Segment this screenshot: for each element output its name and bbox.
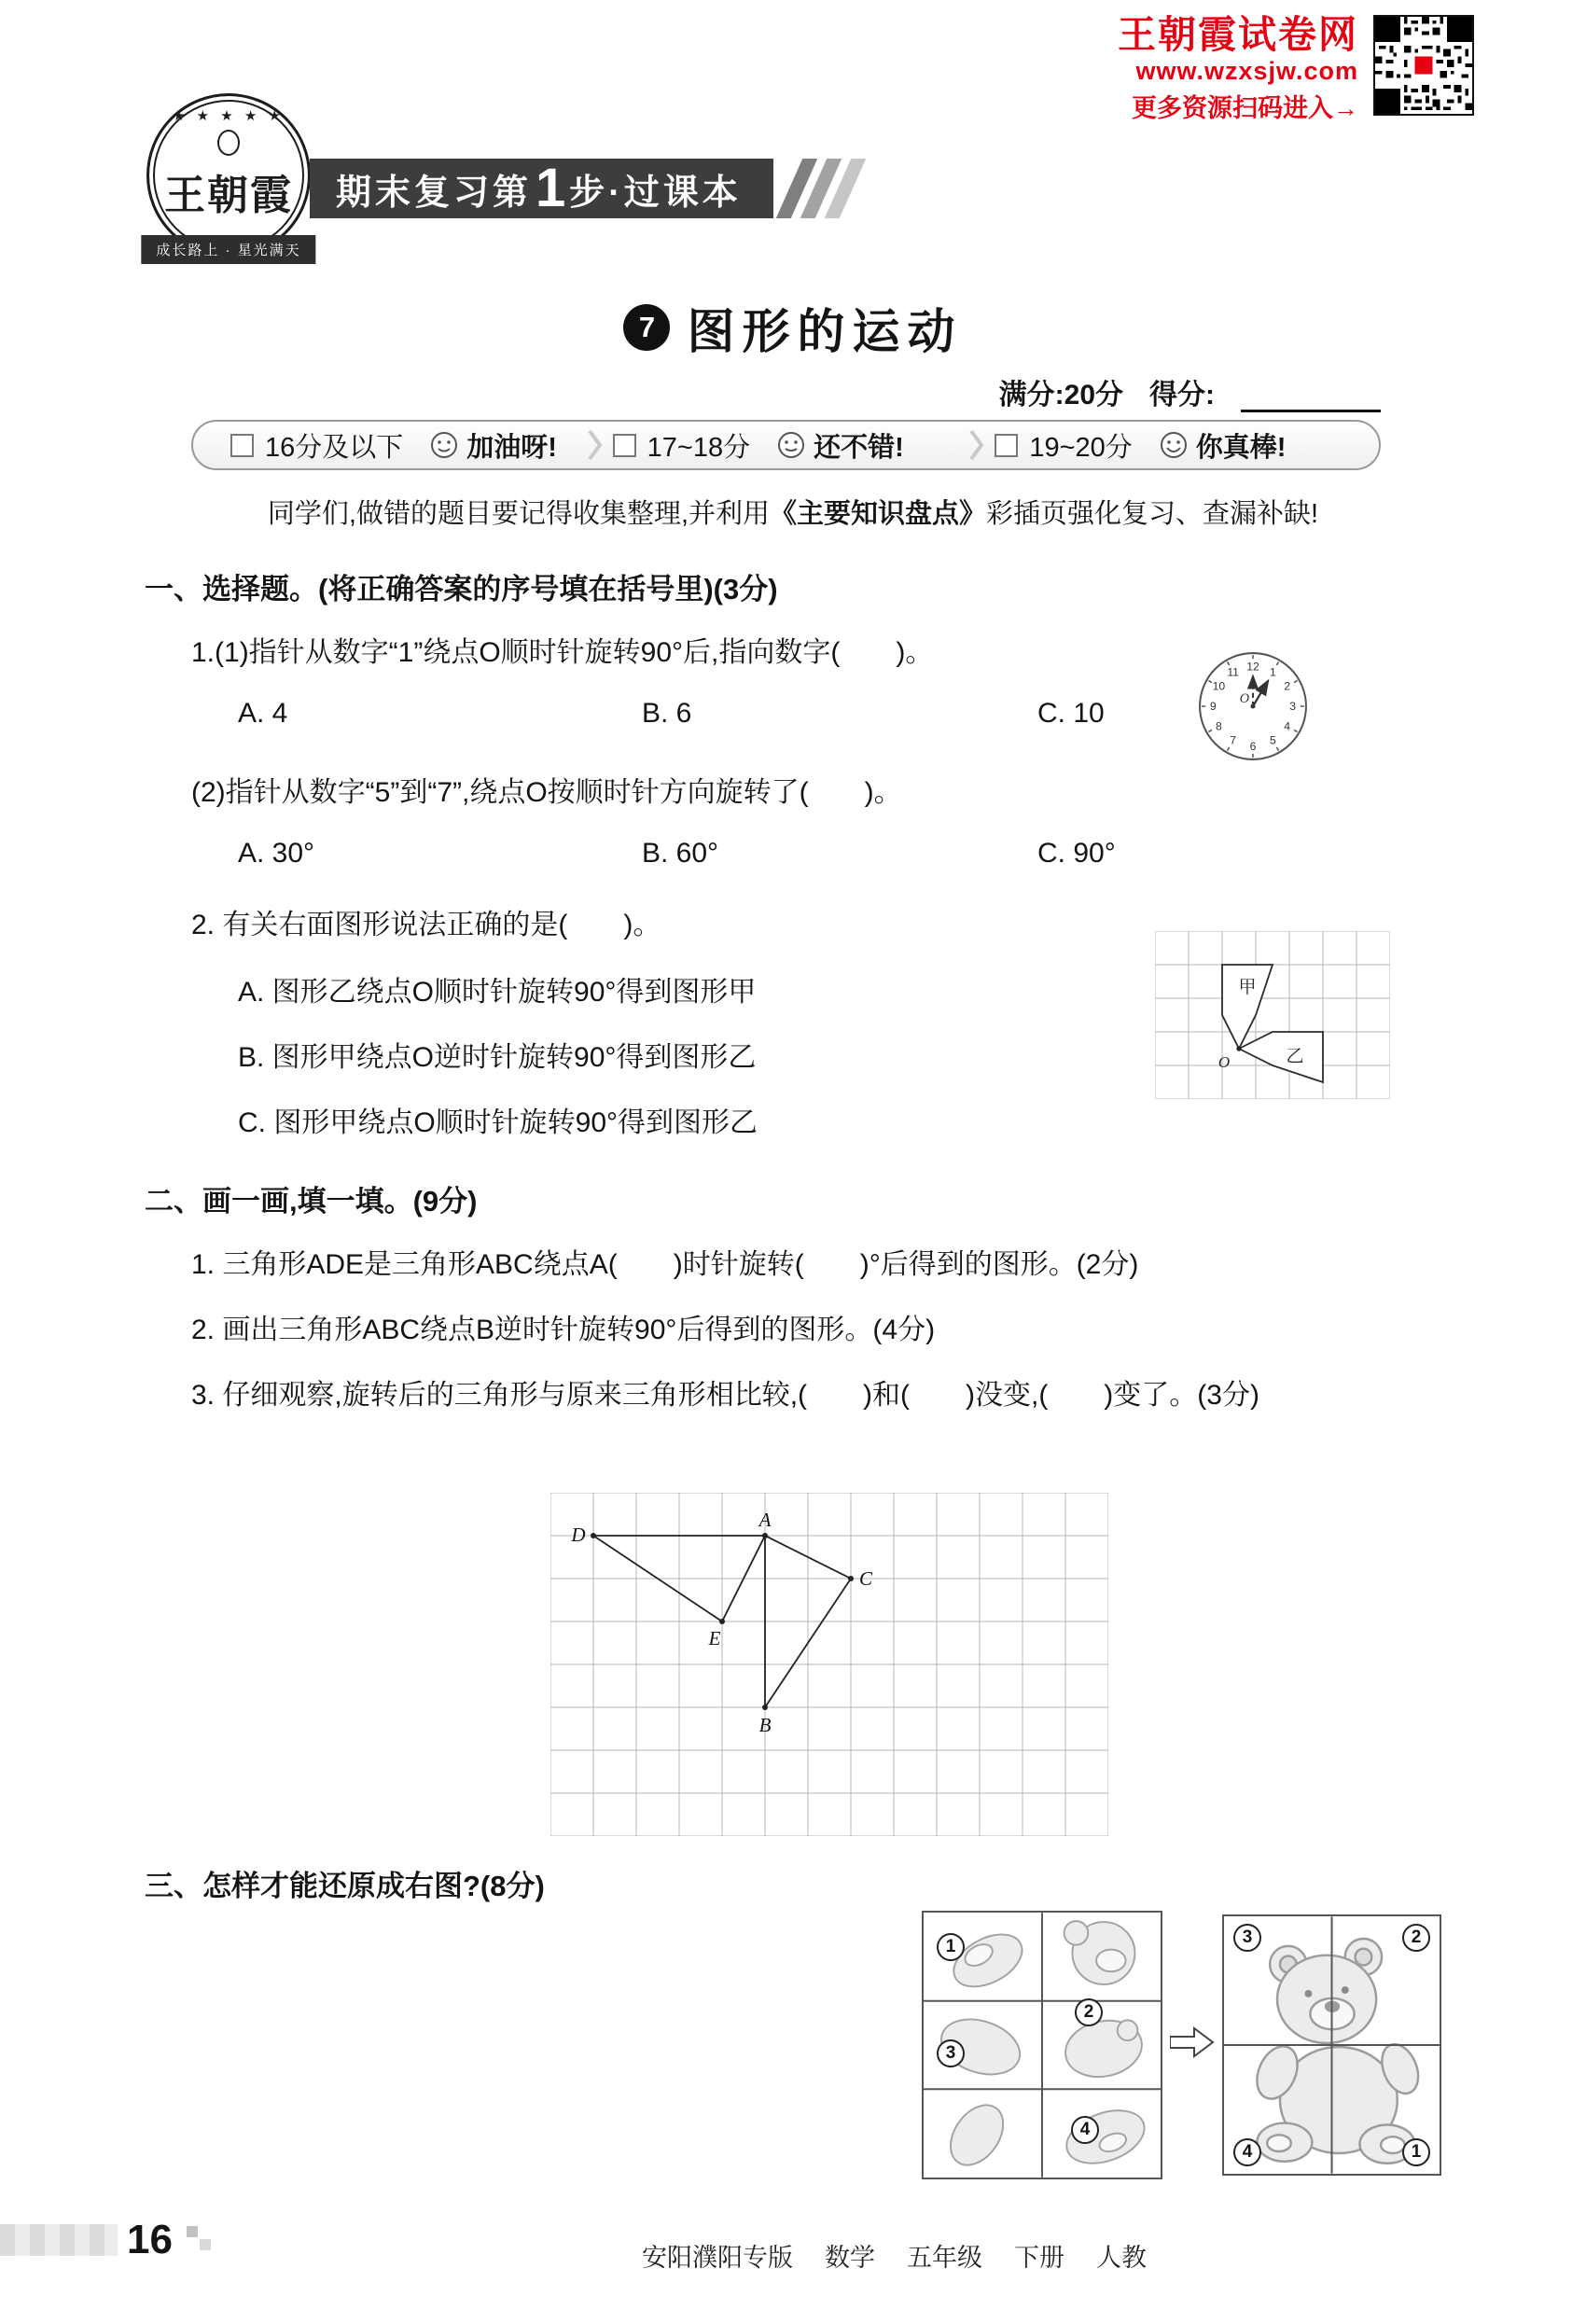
brand-site-name: 王朝霞试卷网 (1118, 13, 1358, 56)
option-b: B. 60° (642, 838, 719, 869)
puzzle-restored-art (1224, 1916, 1440, 2174)
qr-code-icon (1373, 15, 1474, 116)
svg-text:2: 2 (1284, 679, 1290, 693)
section-2-item-2: 2. 画出三角形ABC绕点B逆时针旋转90°后得到的图形。(4分) (191, 1315, 936, 1345)
question-1-1: 1.(1)指针从数字“1”绕点O顺时针旋转90°后,指向数字( )。 (191, 637, 934, 668)
section-3-heading: 三、怎样才能还原成右图?(8分) (145, 1870, 545, 1902)
option-c: C. 10 (1037, 698, 1105, 729)
score-label: 得分: (1149, 380, 1215, 411)
checkbox-16-and-below[interactable] (230, 434, 254, 457)
checkbox-19-20[interactable] (995, 434, 1018, 457)
option-a: A. 4 (238, 698, 288, 729)
range-label: 19~20分 (1029, 432, 1133, 463)
svg-text:8: 8 (1216, 719, 1222, 733)
face-comeon-icon (429, 430, 459, 460)
piece-number: 3 (937, 2039, 965, 2067)
footer-subject: 数学 (825, 2244, 875, 2272)
shape-yi (1239, 1032, 1323, 1082)
rotation-grid-figure (1155, 931, 1390, 1099)
brand-block (1118, 15, 1474, 124)
piece-number: 2 (1075, 1998, 1103, 2026)
piece-number: 1 (1402, 2138, 1430, 2166)
notice-book-title: 《主要知识盘点》 (770, 499, 987, 529)
range-label: 16分及以下 (265, 432, 404, 463)
puzzle-scrambled (922, 1911, 1162, 2179)
banner-step-number: 1 (536, 158, 566, 218)
section-1-heading: 一、选择题。(将正确答案的序号填在括号里)(3分) (145, 573, 778, 605)
praise-label: 还不错! (814, 432, 904, 463)
point-b-label: B (758, 1714, 772, 1736)
svg-text:9: 9 (1209, 700, 1217, 714)
score-range-low (230, 426, 577, 465)
option-c: C. 图形甲绕点O顺时针旋转90°得到图形乙 (238, 1107, 758, 1138)
range-label: 17~18分 (647, 432, 751, 463)
banner-suffix: 步·过课本 (569, 173, 742, 213)
badge-name: 王朝霞 (164, 173, 293, 218)
score-range-bar (191, 420, 1381, 470)
checkbox-17-18[interactable] (613, 434, 636, 457)
badge-slogan: 成长路上 · 星光满天 (141, 235, 315, 264)
score-line (999, 371, 1381, 412)
puzzle-restored (1222, 1914, 1441, 2176)
piece-number: 4 (1071, 2116, 1099, 2144)
praise-label: 加油呀! (466, 432, 557, 463)
stars-icon: ★ ★ ★ ★ ★ (173, 108, 285, 124)
piece-number: 1 (937, 1933, 965, 1961)
svg-text:10: 10 (1212, 679, 1226, 693)
piece-number: 3 (1233, 1924, 1261, 1952)
clock-figure (1196, 649, 1310, 763)
transform-arrow-icon (1170, 2026, 1215, 2058)
section-2-heading: 二、画一画,填一填。(9分) (145, 1185, 478, 1218)
banner-prefix: 期末复习第 (336, 173, 533, 213)
svg-text:5: 5 (1269, 733, 1276, 747)
score-range-high (995, 426, 1342, 465)
point-a-label: A (758, 1509, 772, 1531)
footer-edition: 安阳濮阳专版 (642, 2244, 793, 2272)
option-a: A. 30° (238, 838, 315, 869)
separator-chevron-icon (587, 428, 604, 462)
option-c: C. 90° (1037, 838, 1116, 869)
footer-deco-strip (0, 2224, 118, 2256)
question-2: 2. 有关右面图形说法正确的是( )。 (191, 910, 661, 940)
separator-chevron-icon (968, 428, 985, 462)
notice-post: 彩插页强化复习、查漏补缺! (986, 499, 1319, 529)
badge-circle (146, 93, 311, 257)
section-2-item-1: 1. 三角形ADE是三角形ABC绕点A( )时针旋转( )°后得到的图形。(2分) (191, 1249, 1139, 1280)
label-o: O (1217, 1053, 1231, 1071)
option-a: A. 图形乙绕点O顺时针旋转90°得到图形甲 (238, 977, 757, 1008)
svg-text:12: 12 (1246, 660, 1259, 674)
page-title (0, 293, 1586, 362)
svg-text:4: 4 (1284, 719, 1290, 733)
question-1-2: (2)指针从数字“5”到“7”,绕点O按顺时针方向旋转了( )。 (191, 777, 902, 808)
triangle-grid-figure[interactable] (550, 1493, 1108, 1836)
score-range-mid (613, 426, 960, 465)
footer-grade: 五年级 (907, 2244, 982, 2272)
footer-meta (642, 2237, 1147, 2274)
notice-pre: 同学们,做错的题目要记得收集整理,并利用 (267, 499, 771, 529)
svg-text:3: 3 (1289, 700, 1297, 714)
svg-text:11: 11 (1227, 665, 1239, 679)
option-b: B. 图形甲绕点O逆时针旋转90°得到图形乙 (238, 1042, 757, 1073)
section-2-item-3: 3. 仔细观察,旋转后的三角形与原来三角形相比较,( )和( )没变,( )变了。(3分) (191, 1380, 1259, 1411)
banner-stripes (789, 159, 853, 218)
brand-text (1118, 15, 1358, 124)
footer-squares-icon (187, 2226, 198, 2237)
brand-url: www.wzxsjw.com (1135, 57, 1358, 86)
face-notbad-icon (776, 430, 806, 460)
footer-publisher: 人教 (1096, 2244, 1147, 2272)
piece-number: 2 (1402, 1924, 1430, 1952)
lesson-number-badge: 7 (623, 304, 670, 351)
page-number: 16 (127, 2217, 173, 2262)
brand-scan-hint: 更多资源扫码进入→ (1132, 94, 1358, 123)
svg-text:7: 7 (1230, 733, 1237, 747)
portrait-icon (217, 130, 240, 156)
score-blank[interactable] (1241, 381, 1381, 412)
svg-text:1: 1 (1269, 665, 1276, 679)
lesson-title: 图形的运动 (687, 305, 963, 358)
notice-line (0, 493, 1586, 531)
praise-label: 你真棒! (1195, 432, 1287, 463)
point-d-label: D (571, 1524, 586, 1546)
label-jia: 甲 (1238, 978, 1257, 997)
full-score-label: 满分:20分 (998, 380, 1123, 411)
piece-number: 4 (1233, 2138, 1261, 2166)
option-b: B. 6 (642, 698, 692, 729)
clock-center-label: O (1239, 690, 1250, 706)
point-e-label: E (708, 1627, 721, 1649)
footer-volume: 下册 (1014, 2244, 1064, 2272)
label-yi: 乙 (1286, 1047, 1304, 1066)
face-great-icon (1159, 430, 1189, 460)
point-c-label: C (858, 1567, 873, 1590)
publisher-badge (131, 93, 327, 257)
svg-text:6: 6 (1249, 739, 1257, 753)
review-step-banner (310, 159, 773, 218)
